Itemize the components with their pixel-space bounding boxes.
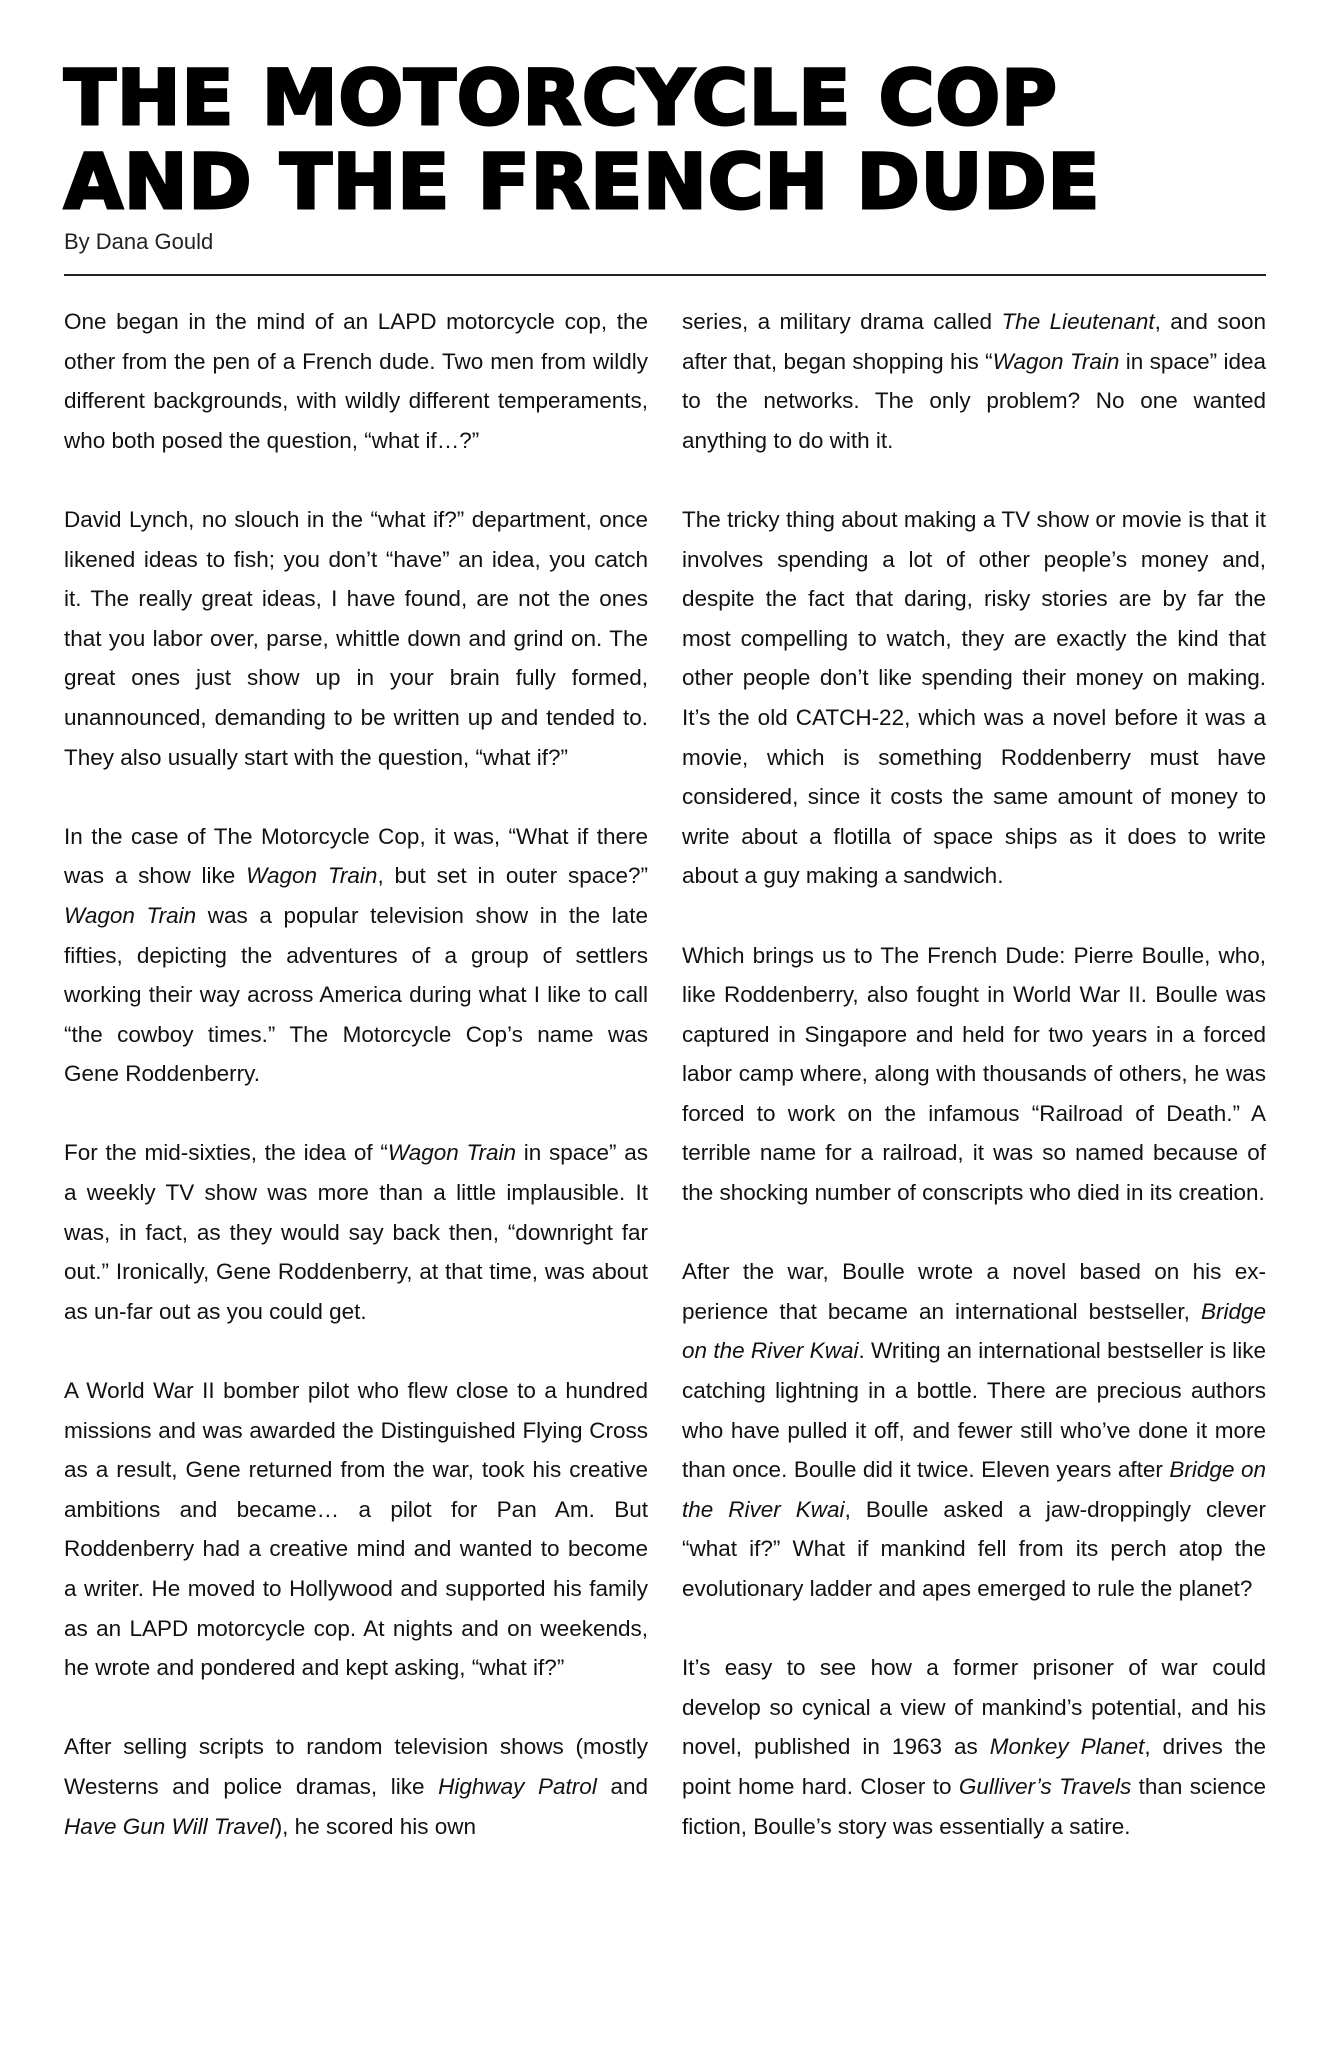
text-run: , drives the point home hard. Closer to [682, 1734, 1266, 1799]
article-page [64, 53, 1267, 1839]
paragraph [682, 1252, 1266, 1608]
header-divider [64, 274, 1266, 276]
italic-title: Monkey Planet [989, 1734, 1145, 1760]
italic-title: Wagon Train [992, 348, 1120, 374]
text-run: and [596, 1773, 648, 1799]
article-title [64, 53, 1266, 226]
italic-title: Bridge on the River Kwai [682, 1298, 1266, 1364]
text-run: David Lynch, no slouch in the “what if?” department, once likened ideas to fish; you don’t “have” an idea, you catch it. The really great ideas, I have found, are not the ones that you labor over, parse, whittle down and grind on. The great ones just show up in your brain fully formed, unannounced, demanding to be written up and tended to. They also usually start with the question, “what if?” [64, 506, 648, 770]
text-run: . Writing an international bestseller is like catching lightning in a bottle. There are precious authors who have pulled it off, and fewer still who’ve done it more than once. Boulle did it twice. Eleven years after [682, 1338, 1266, 1483]
italic-title: The Lieutenant [1001, 309, 1155, 334]
text-run: in space” as a weekly TV show was more than a little implausible. It was, in fact, as they would say back then, “downright far out.” Ironically, Gene Roddenberry, at that time, was about as un-far out as you could get. [64, 1140, 648, 1324]
text-run: In the case of The Motorcycle Cop, it was, “What if there was a show like [64, 823, 648, 889]
text-run: A World War II bomber pilot who flew close to a hundred missions and was awarded the Distinguished Flying Cross as a result, Gene returned from the war, took his creative ambitions and became… a pilot for Pan Am. But Roddenberry had a creative mind and wanted to become a writer. He moved to Hollywood and supported his family as an LAPD motorcycle cop. At nights and on weekends, he wrote and pondered and kept asking, “what if?” [64, 1378, 648, 1681]
text-run: than science fiction, Boulle’s story was essentially a satire. [682, 1773, 1266, 1839]
italic-title: Highway Patrol [438, 1773, 597, 1799]
text-run: Which brings us to The French Dude: Pierre Boulle, who, like Roddenberry, also fought in World War II. Boulle was captured in Singapore and held for two years in a forced labor camp where, along with thousands of others, he was forced to work on the infamous “Railroad of Death.” A terrible name for a railroad, it was so named because of the shocking number of conscripts who died in its creation. [682, 942, 1266, 1206]
paragraph [64, 1727, 648, 1846]
paragraph [682, 302, 1266, 460]
left-column [64, 302, 648, 1846]
title-line-2: AND THE FRENCH DUDE [64, 137, 1101, 226]
text-run: in space” idea to the networks. The only problem? No one wanted anything to do with it. [682, 348, 1266, 453]
italic-title: Wagon Train [246, 863, 378, 889]
right-column [682, 302, 1266, 1846]
italic-title: Gulliver’s Travels [958, 1773, 1132, 1799]
italic-title: Wagon Train [64, 902, 197, 928]
text-run: After selling scripts to random television shows (mostly Westerns and police dramas, like [64, 1734, 648, 1799]
italic-title: Have Gun Will Travel [64, 1813, 275, 1839]
italic-title: Wagon Train [387, 1140, 517, 1166]
text-run: For the mid-sixties, the idea of “ [64, 1140, 388, 1166]
text-run: , and soon after that, began shopping his “ [682, 309, 1266, 374]
text-run: , but set in outer space?” [377, 863, 648, 889]
text-run: After the war, Boulle wrote a novel based on his experience that became an international bestseller, [682, 1259, 1266, 1324]
text-run: One began in the mind of an LAPD motorcycle cop, the other from the pen of a French dude. Two men from wildly different backgrounds, with wildly different temperaments, who both posed the question, “what if…?” [64, 309, 648, 453]
paragraph [64, 1133, 648, 1331]
paragraph [64, 817, 648, 1094]
text-run: It’s easy to see how a former prisoner of war could develop so cynical a view of mankind’s potential, and his novel, published in 1963 as [682, 1655, 1266, 1760]
paragraph [64, 302, 648, 460]
text-run: ), he scored his own [274, 1813, 477, 1839]
italic-title: Bridge on the River Kwai [682, 1457, 1266, 1522]
text-run: , Boulle asked a jaw-droppingly clever “what if?” What if mankind fell from its perch atop the evolutionary ladder and apes emerged to rule the planet? [682, 1496, 1267, 1601]
article-body [64, 302, 1266, 2032]
title-line-1: THE MOTORCYCLE COP [64, 53, 1058, 142]
paragraph [682, 1648, 1266, 1846]
paragraph [64, 1371, 648, 1688]
text-run: was a popular television show in the late fifties, depicting the adventures of a group of settlers working their way across America during what I like to call “the cowboy times.” The Motorcycle Cop’s name was Gene Roddenberry. [64, 902, 648, 1087]
paragraph [682, 936, 1266, 1213]
paragraph [682, 500, 1266, 896]
text-run: series, a military drama called [682, 309, 1002, 334]
byline: By Dana Gould [64, 229, 214, 254]
paragraph [64, 500, 648, 777]
text-run: The tricky thing about making a TV show or movie is that it involves spending a lot of other people’s money and, despite the fact that daring, risky stories are by far the most compelling to watch, they are exactly the kind that other people don’t like spending their money on making. It’s the old CATCH-22, which was a novel before it was a movie, which is something Roddenberry must have considered, since it costs the same amount of money to write about a flotilla of space ships as it does to write about a guy making a sandwich. [682, 506, 1266, 889]
